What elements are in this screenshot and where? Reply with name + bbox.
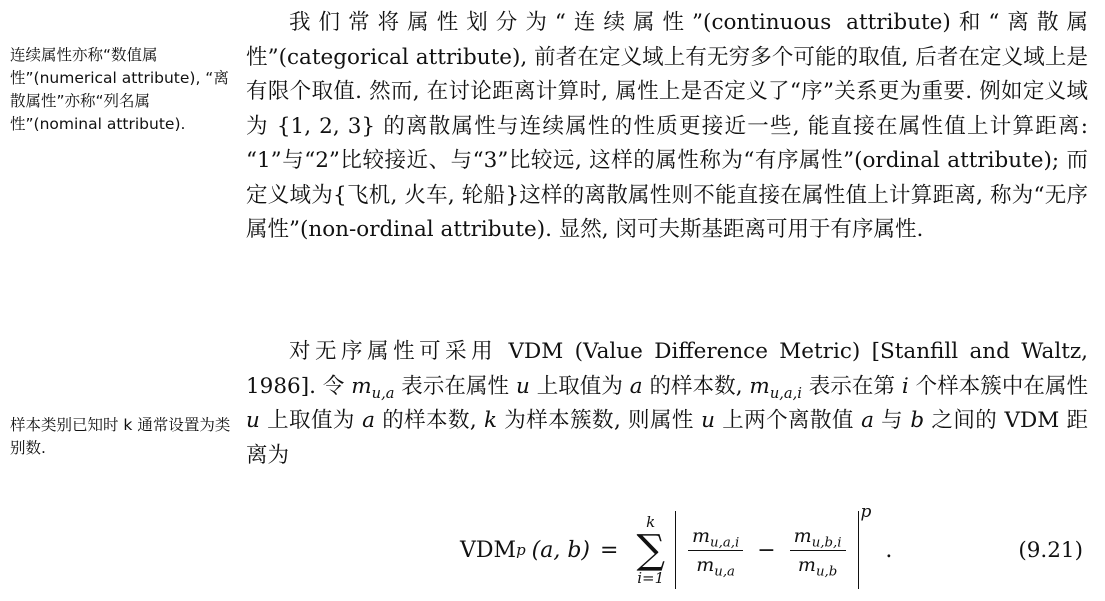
text-span: 个样本簇中在属性 — [908, 373, 1089, 399]
fraction-b — [790, 524, 846, 580]
margin-note-text: 样本类别已知时 k 通常设置为类别数. — [10, 416, 231, 457]
margin-note-k — [10, 414, 238, 460]
math-b: b — [910, 408, 925, 433]
text-span: 的样本数, — [374, 408, 485, 433]
math-subscript: u,a — [714, 564, 735, 580]
math-k: k — [484, 408, 498, 433]
domain-set: {1, 2, 3} — [276, 113, 376, 139]
math-a: a — [861, 408, 874, 433]
text-span: 上两个离散值 — [714, 408, 862, 433]
text-span: 的离散属性与连续属性的性质更接近一些, 能直接在属性值上计算距离: “1”与“2”比较接近、与“3”比较远, 这样的属性称为“有序属性”(ordinal attribute); 而定义域为{飞机, 火车, 轮船}这样的离散属性则不能直接在属性值上计算距离, 称为“无序属性”(non-ordinal attribute). 显然, 闵可夫斯基距离可用于有序属性. — [246, 113, 1088, 242]
text-span: 上取值为 — [259, 408, 363, 433]
math-subscript: u,b — [815, 564, 838, 580]
math-a: a — [629, 373, 643, 399]
equation-body: VDM p (a, b) = k ∑ i=1 $\frac{m_{u,a,i}}{m_{u,a}}$ − $\frac{m_{u,b,i}}{m_{u,b}}$ p . — [460, 502, 893, 587]
exponent-p: p — [860, 502, 872, 522]
equation-number: (9.21) — [1018, 538, 1083, 563]
paragraph-vdm-definition — [246, 335, 1088, 473]
summation — [636, 514, 665, 586]
text-span: 我们常将属性划分为“连续属性”(continuous attribute)和“离散属性”(categorical attribute), 前者在定义域上有无穷多个可能的取值, 后者在定义域上是有限个取值. 然而, 在讨论距离计算时, 属性上是否定义了“序”关系更为重要. 例如定义域为 — [246, 10, 1088, 139]
text-span: 对无序属性可采用 VDM (Value Difference Metric) [Stanfill and Waltz, 1986]. 令 — [246, 339, 1088, 399]
math-u: u — [246, 408, 260, 433]
math-m: m — [696, 553, 715, 576]
equals-sign: = — [600, 537, 619, 563]
text-span: 的样本数, — [642, 373, 750, 399]
vdm-arguments: (a, b) — [531, 537, 590, 563]
math-m: m — [351, 373, 372, 399]
fraction-a — [688, 524, 743, 580]
math-subscript: u,b,i — [811, 535, 842, 551]
math-m: m — [797, 553, 816, 576]
margin-note-text: 连续属性亦称“数值属性”(numerical attribute), “离散属性”亦称“列名属性”(nominal attribute). — [10, 46, 229, 133]
math-subscript: u,a — [371, 384, 395, 402]
math-a: a — [362, 408, 375, 433]
text-span: 为样本簇数, 则属性 — [497, 408, 702, 433]
paragraph-attribute-types — [246, 6, 1088, 248]
sum-lower-limit: i=1 — [637, 569, 665, 587]
text-span: 之间的 VDM 距离为 — [246, 408, 1088, 468]
text-span: 表示在第 — [801, 373, 902, 399]
math-i: i — [901, 373, 909, 399]
equation-vdm — [0, 500, 1105, 600]
text-span: 与 — [873, 408, 911, 433]
math-u: u — [701, 408, 715, 433]
margin-note-attributes — [10, 44, 238, 136]
vdm-symbol: VDM — [460, 537, 517, 563]
text-span: 表示在属性 — [394, 373, 516, 399]
sum-upper-limit: k — [646, 513, 656, 531]
absolute-value — [675, 511, 859, 589]
math-m: m — [793, 524, 812, 547]
minus-sign: − — [757, 537, 776, 563]
text-span: 上取值为 — [529, 373, 630, 399]
equation-period: . — [885, 537, 893, 563]
math-u: u — [515, 373, 530, 399]
sigma-icon: ∑ — [636, 527, 665, 573]
math-m: m — [692, 524, 711, 547]
math-subscript: u,a,i — [769, 384, 802, 402]
math-m: m — [749, 373, 770, 399]
math-subscript: u,a,i — [710, 535, 740, 551]
